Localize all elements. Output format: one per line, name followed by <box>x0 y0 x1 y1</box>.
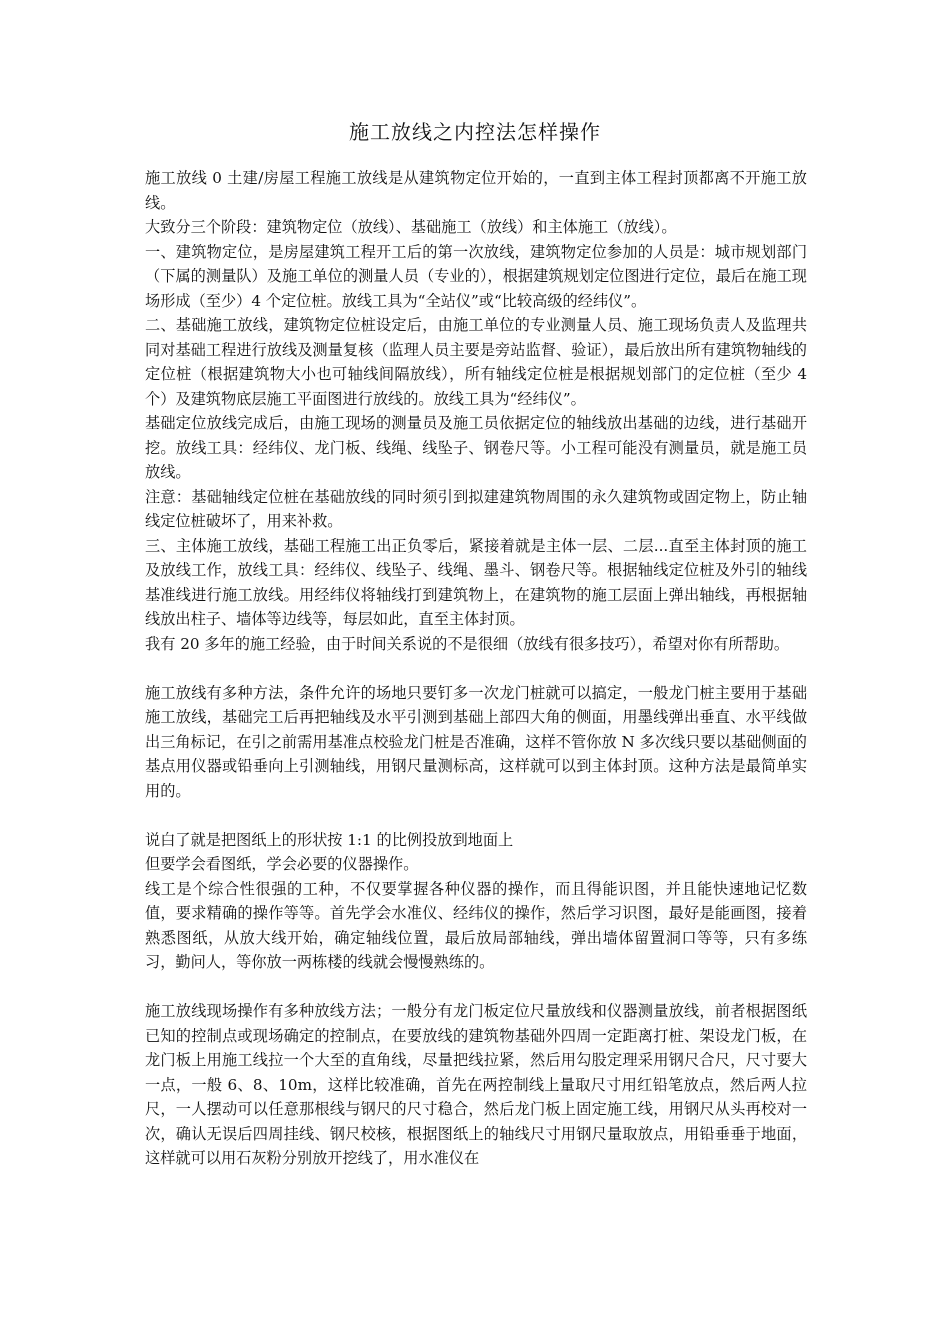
paragraph: 但要学会看图纸，学会必要的仪器操作。 <box>145 855 419 873</box>
paragraph: 注意：基础轴线定位桩在基础放线的同时须引到拟建建筑物周围的永久建筑物或固定物上，防止轴线定位桩破坏了，用来补救。 <box>145 487 807 530</box>
document-title: 施工放线之内控法怎样操作 <box>349 120 601 144</box>
paragraph: 基础定位放线完成后，由施工现场的测量员及施工员依据定位的轴线放出基础的边线，进行基础开挖。放线工具：经纬仪、龙门板、线绳、线坠子、钢卷尺等。小工程可能没有测量员，就是施工员放线。 <box>145 414 807 481</box>
paragraph: 线工是个综合性很强的工种，不仅要掌握各种仪器的操作，而且得能识图，并且能快速地记忆数值，要求精确的操作等等。首先学会水准仪、经纬仪的操作，然后学习识图，最好是能画图，接着熟悉图纸，从放大线开始，确定轴线位置，最后放局部轴线，弹出墙体留置洞口等等，只有多练习，勤问人，等你放一两栋楼的线就会慢慢熟练的。 <box>145 879 807 971</box>
paragraph: 施工放线 0 土建/房屋工程施工放线是从建筑物定位开始的，一直到主体工程封顶都离不开施工放线。 <box>145 169 807 212</box>
paragraph: 大致分三个阶段：建筑物定位（放线）、基础施工（放线）和主体施工（放线）。 <box>145 218 677 236</box>
paragraph: 三、主体施工放线，基础工程施工出正负零后，紧接着就是主体一层、二层...直至主体封顶的施工及放线工作，放线工具：经纬仪、线坠子、线绳、墨斗、钢卷尺等。根据轴线定位桩及外引的轴线基准线进行施工放线。用经纬仪将轴线打到建筑物上，在建筑物的施工层面上弹出轴线，再根据轴线放出柱子、墙体等边线等，每层如此，直至主体封顶。 <box>145 536 807 628</box>
paragraph-spacer <box>145 656 807 681</box>
paragraph: 施工放线现场操作有多种放线方法；一般分有龙门板定位尺量放线和仪器测量放线，前者根据图纸已知的控制点或现场确定的控制点，在要放线的建筑物基础外四周一定距离打桩、架设龙门板，在龙门板上用施工线拉一个大至的直角线，尽量把线拉紧，然后用勾股定理采用钢尺合尺，尺寸要大一点，一般 6、8、10m，这样比较准确，首先在两控制线上量取尺寸用红铅笔放点，然后两人拉尺，一人摆动可以任意那根线与钢尺的尺寸稳合，然后龙门板上固定施工线，用钢尺从头再校对一次，确认无误后四周挂线、钢尺校核，根据图纸上的轴线尺寸用钢尺量取放点，用铅垂垂于地面，这样就可以用石灰粉分别放开挖线了，用水准仪在 <box>145 1002 807 1167</box>
paragraph: 我有 20 多年的施工经验，由于时间关系说的不是很细（放线有很多技巧），希望对你有所帮助。 <box>145 634 790 653</box>
document-body <box>145 166 807 1171</box>
paragraph: 一、建筑物定位，是房屋建筑工程开工后的第一次放线，建筑物定位参加的人员是：城市规划部门（下属的测量队）及施工单位的测量人员（专业的），根据建筑规划定位图进行定位，最后在施工现场形成（至少）4 个定位桩。放线工具为“全站仪”或“比较高级的经纬仪”。 <box>145 242 807 310</box>
paragraph-spacer <box>145 803 807 828</box>
paragraph: 说白了就是把图纸上的形状按 1:1 的比例投放到地面上 <box>145 830 514 849</box>
paragraph-spacer <box>145 975 807 1000</box>
paragraph: 施工放线有多种方法，条件允许的场地只要钉多一次龙门桩就可以搞定，一般龙门桩主要用于基础施工放线，基础完工后再把轴线及水平引测到基础上部四大角的侧面，用墨线弹出垂直、水平线做出三角标记，在引之前需用基准点校验龙门桩是否准确，这样不管你放 N 多次线只要以基础侧面的基点用仪器或铅垂向上引测轴线，用钢尺量测标高，这样就可以到主体封顶。这种方法是最简单实用的。 <box>145 683 807 800</box>
paragraph: 二、基础施工放线，建筑物定位桩设定后，由施工单位的专业测量人员、施工现场负责人及监理共同对基础工程进行放线及测量复核（监理人员主要是旁站监督、验证），最后放出所有建筑物轴线的定位桩（根据建筑物大小也可轴线间隔放线），所有轴线定位桩是根据规划部门的定位桩（至少 4 个）及建筑物底层施工平面图进行放线的。放线工具为“经纬仪”。 <box>145 316 807 408</box>
